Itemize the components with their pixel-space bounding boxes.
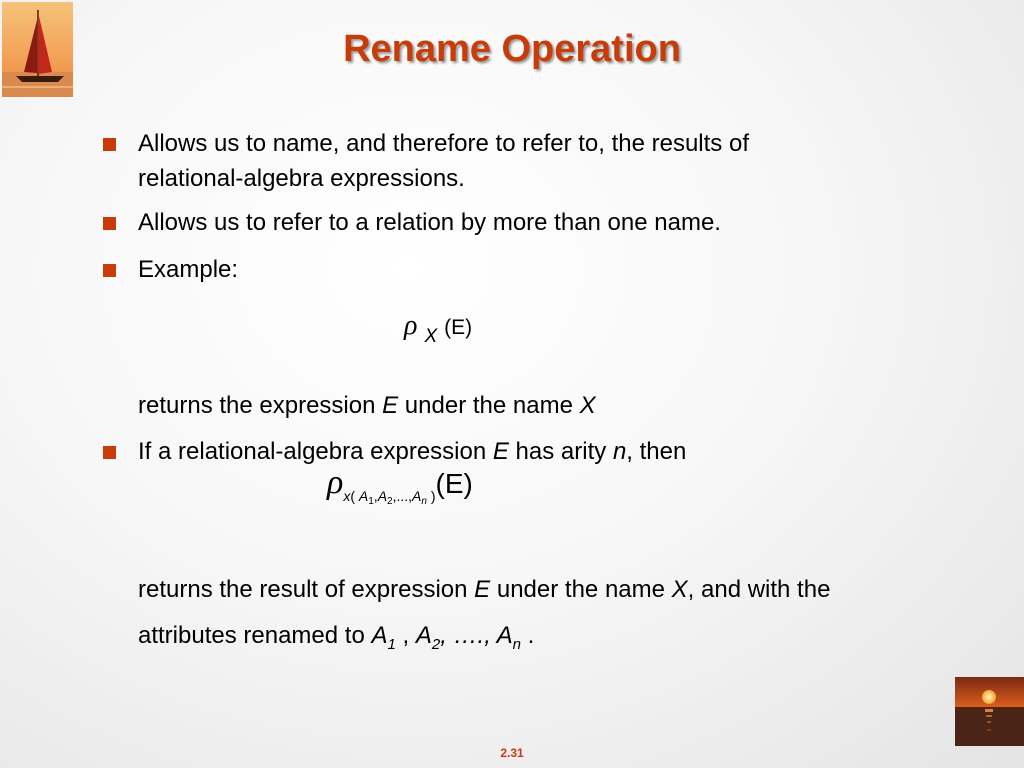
bullet-3-line-1: Example: — [138, 256, 239, 283]
slide-title: Rename Operation — [343, 28, 681, 70]
page-number: 2.31 — [500, 746, 524, 760]
formula-2-explanation-line-1: returns the result of expression E under the name X, and with the — [138, 576, 831, 603]
rho-symbol: ρ — [327, 464, 344, 501]
sunset-image — [955, 677, 1024, 746]
formula-argument: (E) — [444, 316, 473, 339]
formula-subscript: x( A1,A2,...,An ) — [343, 488, 436, 507]
bullet-marker — [103, 217, 116, 230]
bullet-marker — [103, 138, 116, 151]
bullet-2-line-1: Allows us to refer to a relation by more than one name. — [138, 209, 721, 236]
rho-symbol: ρ — [404, 310, 418, 341]
formula-1-explanation: returns the expression E under the name X — [138, 392, 596, 419]
bullet-4-line-1: If a relational-algebra expression E has arity n, then — [138, 438, 687, 465]
rename-formula-simple — [404, 310, 472, 348]
bullet-marker — [103, 446, 116, 459]
bullet-1-line-1: Allows us to name, and therefore to refer to, the results of — [138, 130, 749, 157]
rename-formula-attributes — [327, 464, 473, 507]
formula-argument: (E) — [435, 468, 473, 499]
bullet-1-line-2: relational-algebra expressions. — [138, 165, 465, 192]
bullet-marker — [103, 264, 116, 277]
formula-subscript: X — [424, 326, 438, 347]
formula-2-explanation-line-2: attributes renamed to $A_1$ , $A_2$, …., $A_n$ . — [138, 622, 535, 653]
